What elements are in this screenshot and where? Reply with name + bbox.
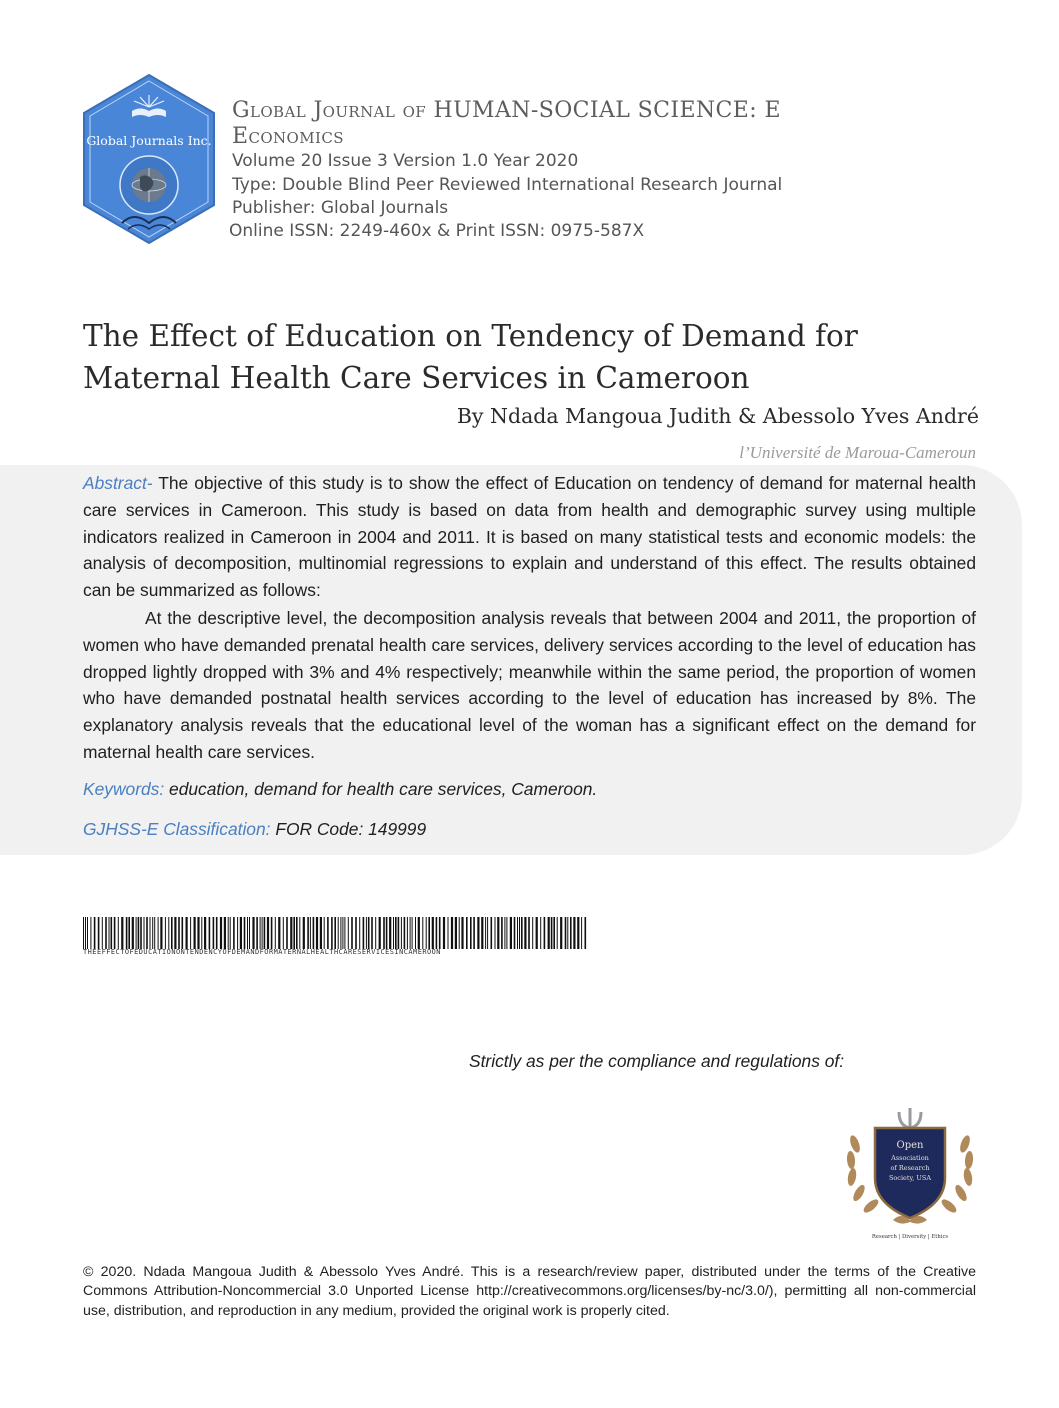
barcode-bar <box>551 917 553 949</box>
barcode-bar <box>366 917 367 949</box>
barcode-bar <box>186 917 188 949</box>
barcode-bar <box>544 917 546 949</box>
barcode-bar <box>481 917 483 949</box>
barcode-bar <box>407 917 408 949</box>
oars-seal-logo <box>841 1104 979 1242</box>
keywords-value: education, demand for health care services, Cameroon. <box>169 779 598 799</box>
barcode-bar <box>466 917 468 949</box>
barcode-bar <box>557 917 558 949</box>
barcode-bar <box>296 917 298 949</box>
barcode-bar <box>87 917 88 949</box>
article-authors: By Ndada Mangoua Judith & Abessolo Yves André <box>456 404 979 428</box>
barcode-bar <box>307 917 309 949</box>
barcode <box>83 917 587 949</box>
abstract-paragraph-1 <box>83 470 976 604</box>
barcode-bar <box>316 917 318 949</box>
barcode-bar <box>182 917 184 949</box>
barcode-bar <box>340 917 341 949</box>
barcode-bar <box>412 917 413 949</box>
barcode-bar <box>495 917 496 949</box>
barcode-bar <box>224 917 226 949</box>
barcode-bar <box>216 917 218 949</box>
barcode-bar <box>213 917 215 949</box>
barcode-bar <box>567 917 568 949</box>
barcode-bar <box>428 917 430 949</box>
classification-value: FOR Code: 149999 <box>275 819 427 839</box>
barcode-bar <box>395 917 397 949</box>
barcode-bar <box>477 917 479 949</box>
barcode-bar <box>128 917 130 949</box>
barcode-bar <box>398 917 400 949</box>
journal-title-line1: Global Journal of HUMAN-SOCIAL SCIENCE: E <box>232 98 781 123</box>
barcode-bar <box>585 917 587 949</box>
barcode-bar <box>334 917 336 949</box>
barcode-bar <box>310 917 311 949</box>
barcode-bar <box>267 917 269 949</box>
barcode-bar <box>448 917 449 949</box>
barcode-bar <box>171 917 173 949</box>
barcode-bar <box>244 917 246 949</box>
barcode-bar <box>118 917 119 949</box>
barcode-bar <box>514 917 516 949</box>
barcode-bar <box>90 917 91 949</box>
barcode-bar <box>262 917 263 949</box>
barcode-bar <box>260 917 261 949</box>
seal-line-2: Association <box>891 1154 929 1162</box>
abstract-label: Abstract- <box>83 473 153 493</box>
barcode-bar <box>473 917 475 949</box>
seal-line-3: of Research <box>890 1164 930 1172</box>
barcode-bar <box>121 917 123 949</box>
barcode-bar <box>158 917 159 949</box>
barcode-bar <box>485 917 486 949</box>
barcode-bar <box>386 917 388 949</box>
barcode-bar <box>348 917 349 949</box>
journal-type: Type: Double Blind Peer Reviewed International Research Journal <box>232 175 783 195</box>
barcode-bar <box>111 917 113 949</box>
barcode-bar <box>415 917 416 949</box>
logo-name: Global Journals Inc. <box>86 133 212 148</box>
barcode-bar <box>577 917 579 949</box>
barcode-bar <box>379 917 381 949</box>
barcode-bar <box>237 917 238 949</box>
barcode-bar <box>355 917 357 949</box>
barcode-bar <box>432 917 434 949</box>
barcode-bar <box>190 917 191 949</box>
barcode-bar <box>504 917 505 949</box>
barcode-bar <box>548 917 550 949</box>
barcode-bar <box>154 917 155 949</box>
barcode-bar <box>283 917 284 949</box>
barcode-bar <box>178 917 180 949</box>
barcode-bar <box>560 917 562 949</box>
barcode-bar <box>459 917 460 949</box>
barcode-bar <box>138 917 140 949</box>
barcode-bar <box>383 917 385 949</box>
barcode-bar <box>150 917 151 949</box>
barcode-bar <box>102 917 103 949</box>
barcode-bar <box>140 917 142 949</box>
barcode-bar <box>368 917 370 949</box>
barcode-bar <box>146 917 148 949</box>
global-journals-logo <box>82 73 216 245</box>
barcode-bar <box>331 917 333 949</box>
barcode-bar <box>401 917 402 949</box>
barcode-bar <box>487 917 488 949</box>
barcode-bar <box>228 917 229 949</box>
barcode-bar <box>132 917 134 949</box>
abstract-paragraph-2: At the descriptive level, the decomposition analysis reveals that between 2004 and 2011, the proportion of women who have demanded prenatal health care services, delivery services according to the level of education has dropped lightly dropped with 3% and 4% respectively; meanwhile within the same period, the proportion of women who have demanded postnatal health services according to the level of education has increased by 8%. The explanatory analysis reveals that the educational level of the woman has a significant effect on the demand for maternal health care services. <box>83 608 976 762</box>
barcode-bar <box>553 917 555 949</box>
barcode-bar <box>201 917 202 949</box>
barcode-bar <box>220 917 222 949</box>
barcode-bar <box>160 917 162 949</box>
barcode-bar <box>506 917 507 949</box>
barcode-bar <box>247 917 248 949</box>
barcode-bar <box>320 917 322 949</box>
barcode-bar <box>410 917 411 949</box>
barcode-bar <box>581 917 582 949</box>
barcode-bar <box>565 917 567 949</box>
barcode-bar <box>404 917 406 949</box>
barcode-bar <box>517 917 518 949</box>
barcode-bar <box>275 917 276 949</box>
article-title: The Effect of Education on Tendency of Demand for Maternal Health Care Services in Cameroon <box>83 319 858 395</box>
barcode-bar <box>351 917 353 949</box>
compliance-statement: Strictly as per the compliance and regulations of: <box>469 1051 845 1071</box>
barcode-bar <box>83 917 84 949</box>
barcode-bar <box>126 917 128 949</box>
barcode-bar <box>233 917 235 949</box>
classification-line <box>83 819 426 840</box>
barcode-bar <box>510 917 512 949</box>
barcode-bar <box>389 917 391 949</box>
barcode-bar <box>136 917 137 949</box>
barcode-bar <box>114 917 116 949</box>
copyright-notice: © 2020. Ndada Mangoua Judith & Abessolo Yves André. This is a research/review paper, distributed under the terms of the Creative Commons Attribution-Noncommercial 3.0 Unported License http://creativecommons.org/licenses/by-nc/3.0/), permitting all non-commercial use, distribution, and reproduction in any medium, provided the original work is properly cited. <box>83 1264 976 1319</box>
barcode-bar <box>109 917 110 949</box>
barcode-bar <box>240 917 242 949</box>
barcode-bar <box>278 917 280 949</box>
keywords-label: Keywords: <box>83 779 165 799</box>
journal-issn: Online ISSN: 2249-460x & Print ISSN: 0975-587X <box>229 221 645 241</box>
author-affiliation: l’Université de Maroua-Cameroun <box>739 443 976 462</box>
barcode-bar <box>324 917 325 949</box>
barcode-bar <box>299 917 300 949</box>
barcode-bar <box>249 917 250 949</box>
seal-motto: Research | Diversity | Ethics <box>871 1234 949 1240</box>
barcode-bar <box>519 917 520 949</box>
barcode-bar <box>461 917 463 949</box>
barcode-bar <box>501 917 503 949</box>
barcode-bar <box>393 917 394 949</box>
barcode-bar <box>313 917 315 949</box>
barcode-bar <box>271 917 273 949</box>
barcode-text: THEEFFECTOFEDUCATIONONTENDENCYOFDEMANDFORMATERNALHEALTHCARESERVICESINCAMEROON <box>83 948 441 956</box>
barcode-bar <box>338 917 339 949</box>
barcode-bar <box>344 917 345 949</box>
barcode-bar <box>570 917 572 949</box>
barcode-bar <box>375 917 376 949</box>
barcode-bar <box>209 917 211 949</box>
barcode-bar <box>342 917 343 949</box>
barcode-bar <box>327 917 329 949</box>
barcode-bar <box>455 917 457 949</box>
barcode-bar <box>286 917 288 949</box>
barcode-bar <box>491 917 493 949</box>
barcode-bar <box>536 917 538 949</box>
barcode-bar <box>532 917 533 949</box>
barcode-bar <box>422 917 423 949</box>
barcode-bar <box>470 917 472 949</box>
barcode-bar <box>94 917 96 949</box>
barcode-bar <box>426 917 427 949</box>
keywords-line <box>83 779 597 800</box>
abstract-text-1: The objective of this study is to show the effect of Education on tendency of demand for maternal health care services in Cameroon. This study is based on data from health and demographic survey using multiple indicators realized in Cameroon in 2004 and 2011. It is based on many statistical tests and economic models: the analysis of decomposition, multinomial regressions to explain and understand of this effect. The results obtained can be summarized as follows: <box>83 473 976 601</box>
barcode-bar <box>197 917 199 949</box>
barcode-bar <box>256 917 258 949</box>
barcode-bar <box>521 917 523 949</box>
barcode-bar <box>290 917 292 949</box>
barcode-bar <box>293 917 295 949</box>
barcode-bar <box>174 917 176 949</box>
barcode-bar <box>264 917 266 949</box>
journal-title-line2: Economics <box>232 124 344 149</box>
barcode-bar <box>363 917 365 949</box>
barcode-bar <box>98 917 100 949</box>
barcode-bar <box>303 917 305 949</box>
journal-volume: Volume 20 Issue 3 Version 1.0 Year 2020 <box>232 151 579 171</box>
barcode-bar <box>230 917 231 949</box>
seal-line-4: Society, USA <box>888 1174 932 1182</box>
journal-publisher: Publisher: Global Journals <box>232 198 449 218</box>
barcode-bar <box>105 917 107 949</box>
barcode-bar <box>85 917 86 949</box>
barcode-bar <box>418 917 420 949</box>
barcode-bar <box>204 917 206 949</box>
barcode-bar <box>497 917 499 949</box>
barcode-bar <box>371 917 373 949</box>
barcode-bar <box>573 917 575 949</box>
barcode-bar <box>152 917 153 949</box>
barcode-bar <box>436 917 438 949</box>
classification-label: GJHSS-E Classification: <box>83 819 271 839</box>
barcode-bar <box>528 917 530 949</box>
barcode-bar <box>168 917 169 949</box>
barcode-bar <box>144 917 145 949</box>
seal-line-1: Open <box>896 1140 924 1151</box>
barcode-bar <box>194 917 196 949</box>
barcode-bar <box>443 917 445 949</box>
barcode-bar <box>524 917 526 949</box>
barcode-bar <box>540 917 541 949</box>
barcode-bar <box>252 917 254 949</box>
barcode-bar <box>451 917 453 949</box>
barcode-bar <box>359 917 360 949</box>
barcode-bar <box>165 917 166 949</box>
barcode-bar <box>439 917 441 949</box>
